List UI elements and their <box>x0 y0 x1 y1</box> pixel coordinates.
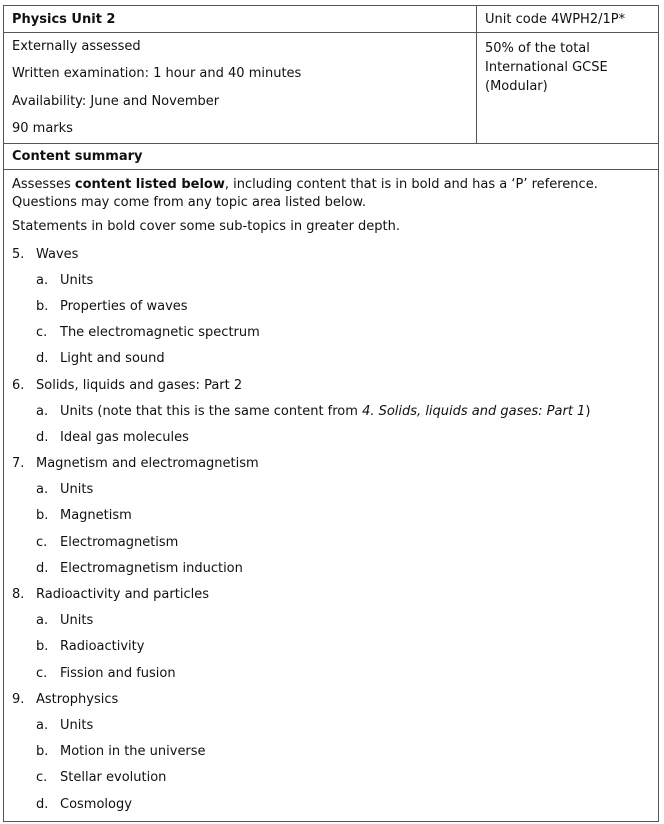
availability-line: Availability: June and November <box>12 93 220 109</box>
subtopic-item <box>12 530 650 556</box>
subtopic-letter: a. <box>36 482 49 498</box>
intro-text-pre: Assesses <box>12 176 75 192</box>
topic-number: 6. <box>12 377 25 393</box>
unit-code: Unit code 4WPH2/1P* <box>477 6 658 33</box>
subtopic-text: Electromagnetism induction <box>60 560 243 576</box>
unit-info-right <box>477 6 658 143</box>
subtopic-text: Stellar evolution <box>60 770 167 786</box>
subtopic-item <box>12 739 650 765</box>
topic-title: Waves <box>36 246 79 262</box>
assessment-details <box>4 33 476 143</box>
subtopic-item <box>12 425 650 451</box>
subtopic-item <box>12 608 650 634</box>
subtopic-reference: 4. Solids, liquids and gases: Part 1 <box>362 403 586 419</box>
subtopic-text: Units <box>60 482 94 498</box>
intro-text-post: , including content that is in bold and has a ‘P’ reference. Questions may come from any topic area listed below. <box>12 176 598 210</box>
topic-number: 9. <box>12 691 25 707</box>
subtopic-letter: c. <box>36 770 48 786</box>
subtopic-letter: d. <box>36 429 49 445</box>
subtopic-letter: b. <box>36 508 49 524</box>
topic-number: 5. <box>12 246 25 262</box>
subtopic-item <box>12 346 650 372</box>
subtopic-letter: a. <box>36 717 49 733</box>
subtopic-letter: b. <box>36 298 49 314</box>
subtopic-text: Fission and fusion <box>60 665 176 681</box>
subtopic-text: Units (note that this is the same content from <box>60 403 363 419</box>
assessment-line: Externally assessed <box>12 39 141 54</box>
subtopic-letter: a. <box>36 613 49 629</box>
subtopic-letter: c. <box>36 325 48 341</box>
topic-title: Radioactivity and particles <box>36 587 209 602</box>
topic-title: Magnetism and electromagnetism <box>36 456 259 472</box>
topic-item <box>12 687 650 713</box>
subtopic-letter: d. <box>36 796 49 812</box>
subtopic-item <box>12 503 650 529</box>
subtopic-letter: a. <box>36 403 49 419</box>
topic-item <box>12 451 650 477</box>
topic-title: Astrophysics <box>36 691 119 707</box>
topic-list <box>12 242 650 818</box>
subtopic-text: Magnetism <box>60 508 132 524</box>
subtopic-item <box>12 556 650 582</box>
exam-duration-line: Written examination: 1 hour and 40 minutes <box>12 66 302 82</box>
bold-statement-note: Statements in bold cover some sub-topics in greater depth. <box>12 218 401 234</box>
weighting-text: 50% of the total International GCSE (Modular) <box>485 41 608 94</box>
marks-line: 90 marks <box>12 121 73 137</box>
subtopic-text: Light and sound <box>60 351 165 367</box>
subtopic-text: Electromagnetism <box>60 534 179 550</box>
subtopic-item <box>12 268 650 294</box>
subtopic-item <box>12 792 650 818</box>
subtopic-item <box>12 477 650 503</box>
subtopic-text: Ideal gas molecules <box>60 429 189 445</box>
subtopic-text: Units <box>60 613 94 629</box>
topic-item <box>12 373 650 399</box>
topic-number: 7. <box>12 456 25 472</box>
subtopic-letter: c. <box>36 665 48 681</box>
subtopic-item <box>12 661 650 687</box>
subtopic-text-end: ) <box>585 403 591 419</box>
unit-title: Physics Unit 2 <box>4 6 476 33</box>
subtopic-item <box>12 634 650 660</box>
intro-text-bold: content listed below <box>74 176 225 192</box>
subtopic-text: Radioactivity <box>60 639 145 655</box>
topic-number: 8. <box>12 587 25 602</box>
unit-info-left <box>4 6 477 143</box>
subtopic-text: Units <box>60 272 94 288</box>
subtopic-letter: d. <box>36 560 49 576</box>
subtopic-item <box>12 713 650 739</box>
subtopic-letter: d. <box>36 351 49 367</box>
subtopic-letter: c. <box>36 534 48 550</box>
content-summary-heading: Content summary <box>4 144 658 170</box>
topic-item <box>12 242 650 268</box>
subtopic-item <box>12 399 650 425</box>
intro-paragraph <box>12 176 650 212</box>
subtopic-text: Units <box>60 717 94 733</box>
topic-title: Solids, liquids and gases: Part 2 <box>36 377 243 393</box>
content-summary <box>4 170 658 818</box>
subtopic-item <box>12 294 650 320</box>
subtopic-letter: b. <box>36 639 49 655</box>
unit-header-row <box>4 6 658 144</box>
subtopic-text: Cosmology <box>60 796 132 812</box>
subtopic-letter: b. <box>36 744 49 760</box>
subtopic-text: Motion in the universe <box>60 744 206 760</box>
unit-table <box>3 5 659 822</box>
subtopic-text: The electromagnetic spectrum <box>60 325 260 341</box>
subtopic-text: Properties of waves <box>60 298 188 314</box>
subtopic-item <box>12 320 650 346</box>
topic-item <box>12 582 650 608</box>
subtopic-item <box>12 765 650 791</box>
subtopic-letter: a. <box>36 272 49 288</box>
